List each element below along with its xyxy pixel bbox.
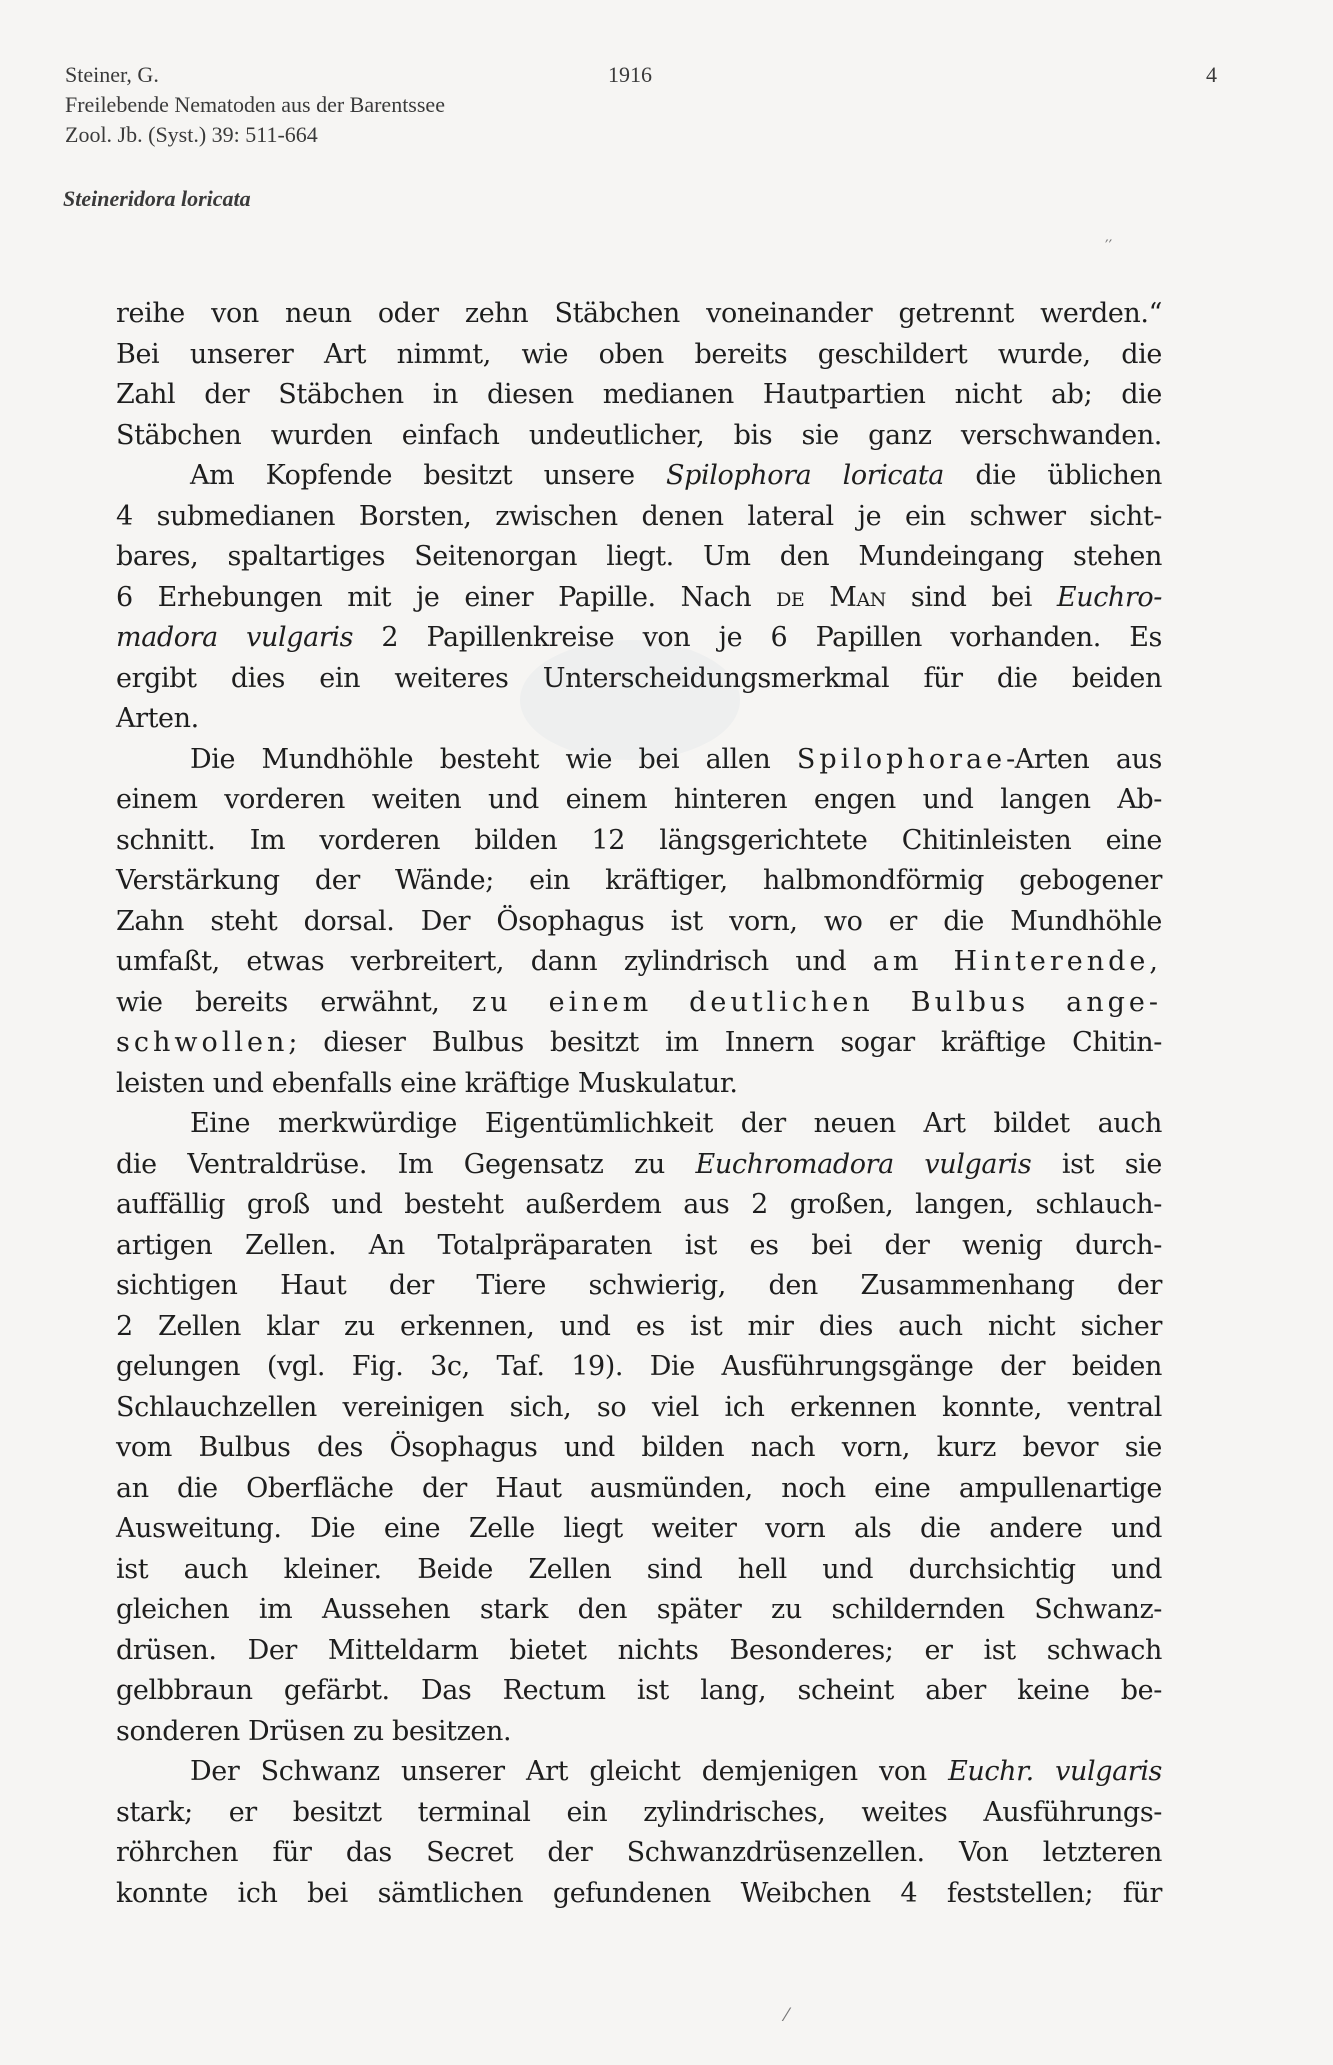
text-line bbox=[116, 1023, 1162, 1064]
citation-header bbox=[65, 60, 445, 150]
text-segment: umfaßt, etwas verbreitert, dann zylindrisch und bbox=[116, 946, 873, 977]
text-segment: Die Mundhöhle besteht wie bei allen bbox=[190, 743, 797, 775]
text-line: Stäbchen wurden einfach undeutlicher, bis sie ganz verschwanden. bbox=[116, 419, 1162, 451]
text-line bbox=[116, 456, 1162, 497]
text-segment: wie bereits erwähnt, bbox=[116, 986, 473, 1018]
text-line: 4 submedianen Borsten, zwischen denen lateral je ein schwer sicht- bbox=[116, 500, 1162, 532]
text-line: auffällig groß und besteht außerdem aus 2 großen, langen, schlauch- bbox=[116, 1189, 1162, 1220]
spaced-term: schwollen bbox=[116, 1027, 289, 1058]
species-name: Steineridora loricata bbox=[63, 186, 251, 211]
text-line: konnte ich bei sämtlichen gefundenen Weibchen 4 feststellen; für bbox=[116, 1877, 1162, 1909]
text-line: an die Oberfläche der Haut ausmünden, noch eine ampullenartige bbox=[116, 1472, 1162, 1504]
publication-year: 1916 bbox=[608, 62, 652, 87]
text-line: ergibt dies ein weiteres Unterscheidungsmerkmal für die beiden bbox=[116, 662, 1162, 694]
text-line: stark; er besitzt terminal ein zylindrisches, weites Ausführungs- bbox=[116, 1796, 1162, 1828]
text-line: ist auch kleiner. Beide Zellen sind hell und durchsichtig und bbox=[116, 1553, 1162, 1585]
text-line bbox=[116, 942, 1162, 983]
text-segment: Der Schwanz unserer Art gleicht demjenigen von bbox=[190, 1756, 949, 1787]
spaced-term: am Hinterende, bbox=[872, 946, 1162, 977]
text-line: vom Bulbus des Ösophagus und bilden nach vorn, kurz bevor sie bbox=[116, 1432, 1162, 1463]
text-line: gelbbraun gefärbt. Das Rectum ist lang, scheint aber keine be- bbox=[116, 1675, 1162, 1706]
text-line: Bei unserer Art nimmt, wie oben bereits geschildert wurde, die bbox=[116, 338, 1162, 370]
text-line bbox=[116, 1145, 1162, 1186]
species-reference: Euchromadora vulgaris bbox=[695, 1148, 1032, 1180]
text-line: einem vorderen weiten und einem hinteren engen und langen Ab- bbox=[116, 784, 1162, 815]
text-line: Zahn steht dorsal. Der Ösophagus ist vorn, wo er die Mundhöhle bbox=[116, 905, 1162, 937]
text-line: Ausweitung. Die eine Zelle liegt weiter vorn als die andere und bbox=[116, 1513, 1162, 1544]
text-segment: 6 Erhebungen mit je einer Papille. Nach bbox=[116, 581, 777, 613]
text-line: drüsen. Der Mitteldarm bietet nichts Besonderes; er ist schwach bbox=[116, 1634, 1162, 1666]
text-line bbox=[116, 618, 1162, 659]
text-line: leisten und ebenfalls eine kräftige Muskulatur. bbox=[116, 1067, 738, 1099]
species-reference: Euchr. vulgaris bbox=[948, 1756, 1163, 1787]
article-title: Freilebende Nematoden aus der Barentssee bbox=[65, 92, 445, 117]
text-line: sonderen Drüsen zu besitzen. bbox=[116, 1715, 512, 1747]
text-segment: 2 Papillenkreise von je 6 Papillen vorhanden. Es bbox=[353, 622, 1162, 653]
text-line: gelungen (vgl. Fig. 3c, Taf. 19). Die Ausführungsgänge der beiden bbox=[116, 1351, 1162, 1382]
text-segment: ; dieser Bulbus besitzt im Innern sogar kräftige Chitin- bbox=[288, 1027, 1162, 1058]
text-segment: die Ventraldrüse. Im Gegensatz zu bbox=[116, 1148, 696, 1180]
text-segment: -Arten aus bbox=[1006, 743, 1162, 775]
author-reference: de Man bbox=[776, 581, 887, 613]
body-text bbox=[116, 294, 1162, 1914]
text-line bbox=[116, 1752, 1162, 1793]
text-line: artigen Zellen. An Totalpräparaten ist es bei der wenig durch- bbox=[116, 1229, 1162, 1261]
text-line bbox=[116, 983, 1162, 1024]
text-line bbox=[116, 740, 1162, 781]
text-segment: die üblichen bbox=[944, 460, 1163, 491]
text-line: Schlauchzellen vereinigen sich, so viel ich erkennen konnte, ventral bbox=[116, 1391, 1162, 1423]
text-line: bares, spaltartiges Seitenorgan liegt. Um den Mundeingang stehen bbox=[116, 541, 1162, 572]
author: Steiner, G. bbox=[65, 62, 159, 87]
text-line: Verstärkung der Wände; ein kräftiger, halbmondförmig gebogener bbox=[116, 865, 1162, 896]
text-line: schnitt. Im vorderen bilden 12 längsgerichtete Chitinleisten eine bbox=[116, 824, 1162, 856]
page-mark-top: ′′ bbox=[1105, 236, 1113, 255]
text-segment: ist sie bbox=[1031, 1148, 1162, 1180]
text-line: Eine merkwürdige Eigentümlichkeit der neuen Art bildet auch bbox=[190, 1108, 1162, 1139]
text-line: reihe von neun oder zehn Stäbchen voneinander getrennt werden.“ bbox=[116, 298, 1162, 329]
species-reference: madora vulgaris bbox=[116, 622, 354, 653]
text-line: sichtigen Haut der Tiere schwierig, den Zusammenhang der bbox=[116, 1270, 1162, 1301]
text-line: gleichen im Aussehen stark den später zu schildernden Schwanz- bbox=[116, 1594, 1162, 1625]
journal-reference: Zool. Jb. (Syst.) 39: 511-664 bbox=[65, 122, 318, 147]
text-line: röhrchen für das Secret der Schwanzdrüsenzellen. Von letzteren bbox=[116, 1837, 1162, 1868]
text-segment: Am Kopfende besitzt unsere bbox=[190, 460, 667, 491]
text-segment: sind bei bbox=[886, 581, 1057, 613]
species-reference: Spilophora loricata bbox=[666, 460, 945, 491]
species-reference: Euchro- bbox=[1056, 581, 1163, 613]
page-number: 4 bbox=[1206, 62, 1217, 87]
text-line bbox=[116, 578, 1162, 619]
spaced-term: Spilophorae bbox=[796, 743, 1007, 775]
text-line: Zahl der Stäbchen in diesen medianen Hautpartien nicht ab; die bbox=[116, 379, 1162, 410]
spaced-term: zu einem deutlichen Bulbus ange- bbox=[472, 986, 1162, 1018]
text-line: 2 Zellen klar zu erkennen, und es ist mir dies auch nicht sicher bbox=[116, 1310, 1162, 1342]
page-mark-bottom: ⁄ bbox=[785, 2005, 789, 2026]
text-line: Arten. bbox=[116, 703, 199, 734]
